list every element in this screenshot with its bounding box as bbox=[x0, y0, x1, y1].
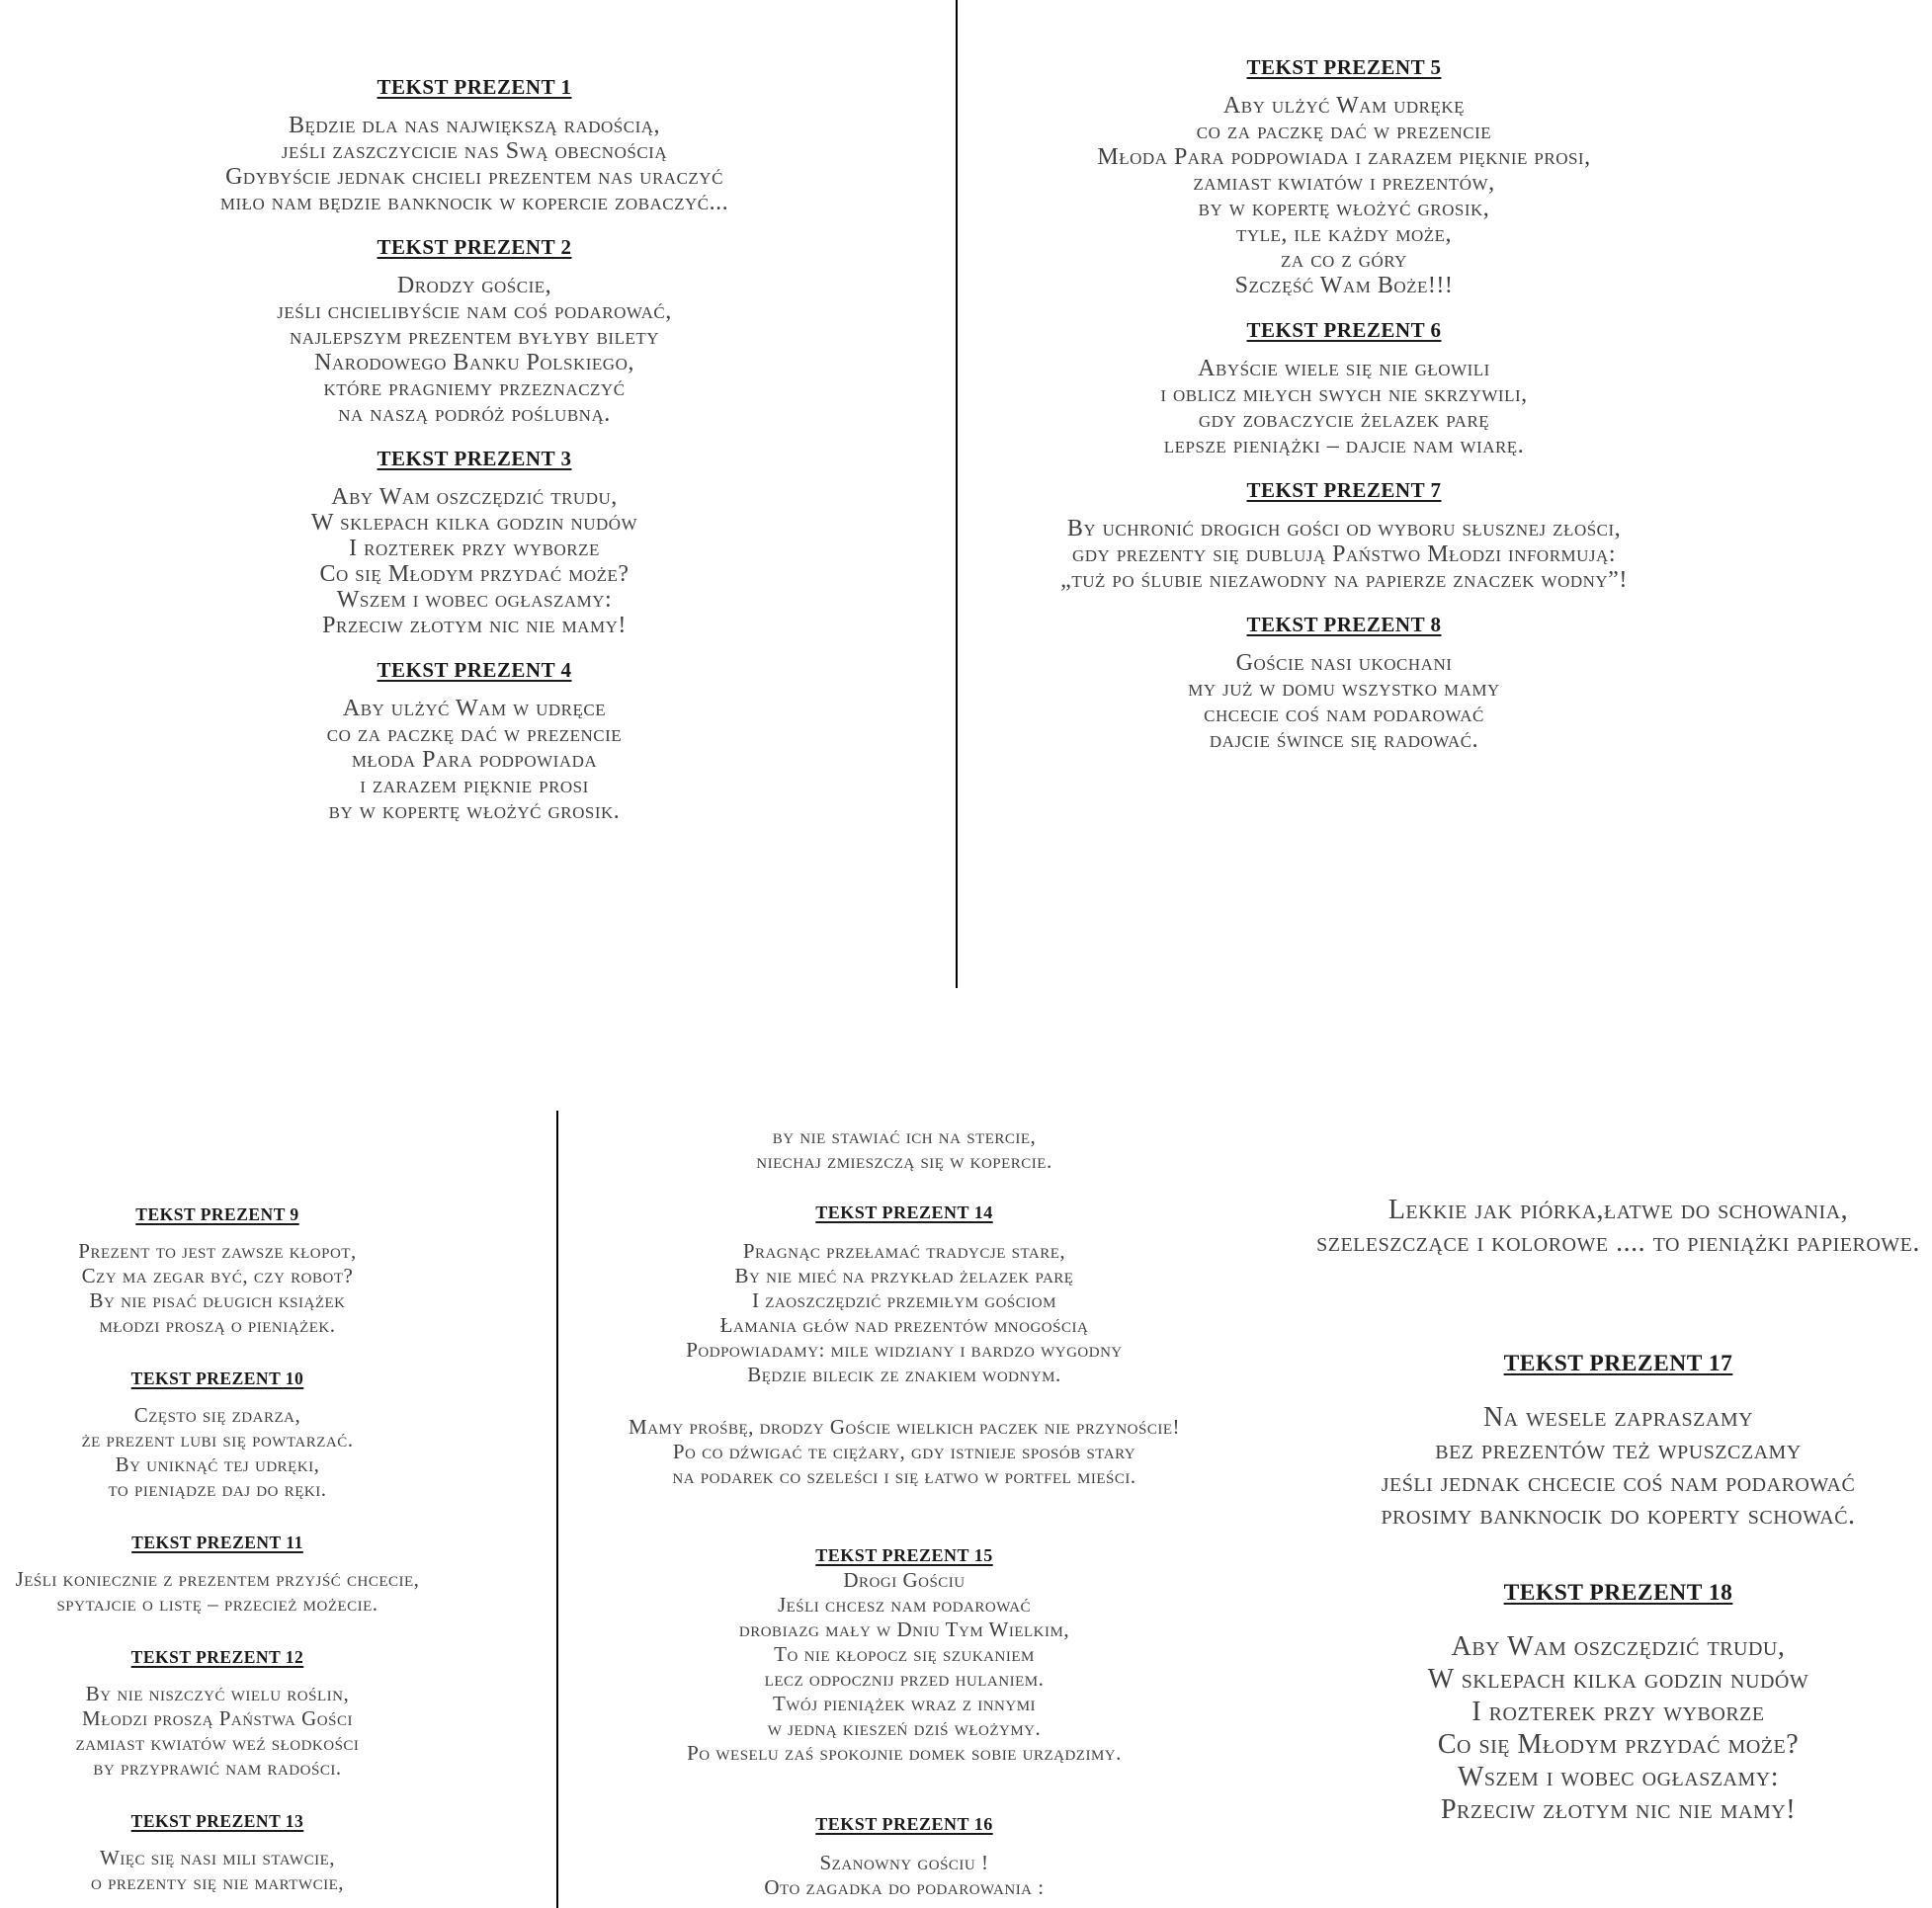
section-heading: TEKST PREZENT 14 bbox=[815, 1203, 993, 1222]
poem-stanza bbox=[0, 1567, 455, 1617]
poem-stanza bbox=[578, 1851, 1230, 1900]
section-heading: TEKST PREZENT 5 bbox=[1246, 55, 1442, 79]
bottom-middle-column bbox=[578, 1124, 1230, 1908]
section-heading: TEKST PREZENT 7 bbox=[1246, 478, 1442, 502]
poem-line: spytajcie o listę – przecież możecie. bbox=[56, 1592, 378, 1616]
poem-line: bez prezentów też wpuszczamy bbox=[1435, 1435, 1802, 1465]
poem-line: Pragnąc przełamać tradycje stare, bbox=[742, 1239, 1066, 1263]
section-heading: TEKST PREZENT 6 bbox=[1246, 318, 1442, 342]
poem-stanza bbox=[1300, 1630, 1932, 1826]
section-heading: TEKST PREZENT 4 bbox=[377, 658, 572, 682]
poem-line: By nie mieć na przykład żelazek parę bbox=[734, 1264, 1074, 1287]
poem-line: Młodzi proszą Państwa Gości bbox=[82, 1706, 353, 1730]
poem-line: I rozterek przy wyborze bbox=[1471, 1697, 1765, 1727]
section-heading: TEKST PREZENT 16 bbox=[815, 1814, 993, 1834]
vertical-divider-top bbox=[956, 0, 958, 988]
poem-stanza bbox=[30, 273, 919, 427]
poem-line: Prezent to jest zawsze kłopot, bbox=[78, 1239, 357, 1263]
poem-stanza bbox=[578, 1415, 1230, 1489]
section-heading: TEKST PREZENT 8 bbox=[1246, 613, 1442, 636]
poem-line: Drogi Gościu bbox=[843, 1568, 966, 1592]
poem-line: Szanowny gościu ! bbox=[819, 1851, 989, 1874]
poem-line: Przeciw złotym nic nie mamy! bbox=[322, 613, 627, 638]
poem-stanza bbox=[0, 1846, 455, 1895]
poem-stanza bbox=[0, 1239, 455, 1338]
section-heading: TEKST PREZENT 15 bbox=[815, 1545, 993, 1565]
poem-line: Więc się nasi mili stawcie, bbox=[100, 1846, 335, 1869]
poem-line: by przyprawić nam radości. bbox=[93, 1756, 342, 1780]
section-heading: TEKST PREZENT 9 bbox=[135, 1204, 299, 1224]
poem-line: gdy zobaczycie żelazek parę bbox=[1198, 407, 1490, 433]
poem-stanza bbox=[998, 356, 1690, 458]
poem-line: Na wesele zapraszamy bbox=[1482, 1402, 1754, 1433]
poem-stanza bbox=[0, 1682, 455, 1781]
poem-line: Aby Wam oszczędzić trudu, bbox=[1451, 1631, 1786, 1662]
poem-line: By nie pisać długich książek bbox=[89, 1288, 346, 1312]
poem-line: młodzi proszą o pieniążek. bbox=[99, 1313, 336, 1337]
poem-line: na podarek co szeleści i się łatwo w portfel mieści. bbox=[672, 1464, 1136, 1488]
poem-line: Twój pieniążek wraz z innymi bbox=[772, 1692, 1037, 1715]
poem-line: By nie niszczyć wielu roślin, bbox=[85, 1682, 350, 1705]
poem-line: I zaoszczędzić przemiłym gościom bbox=[752, 1288, 1056, 1312]
poem-line: to pieniądze daj do ręki. bbox=[108, 1477, 327, 1501]
poem-line: Wszem i wobec ogłaszamy: bbox=[1458, 1762, 1779, 1792]
poem-line: Jeśli chcesz nam podarować bbox=[777, 1593, 1032, 1617]
poem-line: chcecie coś nam podarować bbox=[1204, 702, 1484, 727]
top-right-column bbox=[998, 36, 1690, 753]
poem-line: gdy prezenty się dublują Państwo Młodzi informują: bbox=[1071, 541, 1616, 567]
poem-line: Narodowego Banku Polskiego, bbox=[314, 350, 634, 375]
top-left-column bbox=[30, 55, 919, 824]
poem-line: Po co dźwigać te ciężary, gdy istnieje sposób stary bbox=[672, 1440, 1136, 1463]
poem-line: Często się zdarza, bbox=[133, 1403, 301, 1427]
section-heading: TEKST PREZENT 1 bbox=[377, 75, 572, 99]
poem-line: Oto zagadka do podarowania : bbox=[764, 1875, 1045, 1899]
poem-line: zamiast kwiatów weź słodkości bbox=[75, 1731, 360, 1755]
poem-line: młoda Para podpowiada bbox=[351, 747, 598, 773]
poem-line: To nie kłopocz się szukaniem bbox=[774, 1642, 1035, 1666]
poem-stanza bbox=[30, 484, 919, 638]
poem-line: co za paczkę dać w prezencie bbox=[1196, 119, 1492, 144]
section-heading: TEKST PREZENT 12 bbox=[130, 1647, 304, 1667]
poem-stanza bbox=[998, 650, 1690, 753]
poem-stanza bbox=[998, 93, 1690, 298]
poem-line: Aby ulżyć Wam w udręce bbox=[342, 696, 607, 721]
poem-line: jeśli chcielibyście nam coś podarować, bbox=[277, 298, 672, 324]
poem-line: Wszem i wobec ogłaszamy: bbox=[336, 587, 613, 613]
poem-stanza bbox=[1300, 1401, 1932, 1532]
section-heading: TEKST PREZENT 10 bbox=[130, 1369, 304, 1388]
poem-stanza bbox=[1300, 1194, 1932, 1259]
poem-line: co za paczkę dać w prezencie bbox=[326, 721, 623, 747]
poem-line: najlepszym prezentem byłyby bilety bbox=[289, 324, 660, 350]
poem-line: szeleszczące i kolorowe .... to pieniążki papierowe. bbox=[1316, 1227, 1920, 1258]
poem-line: I rozterek przy wyborze bbox=[349, 536, 600, 561]
poem-line: które pragniemy przeznaczyć bbox=[323, 375, 626, 401]
poem-line: Gdybyście jednak chcieli prezentem nas uraczyć bbox=[225, 164, 723, 190]
poem-line: Mamy prośbę, drodzy Goście wielkich paczek nie przynoście! bbox=[629, 1415, 1180, 1439]
poem-line: o prezenty się nie martwcie, bbox=[91, 1870, 344, 1894]
poem-stanza bbox=[0, 1403, 455, 1502]
poem-line: W sklepach kilka godzin nudów bbox=[1427, 1664, 1809, 1695]
poem-stanza bbox=[30, 113, 919, 215]
poem-line: Po weselu zaś spokojnie domek sobie urządzimy. bbox=[687, 1741, 1122, 1765]
poem-line: by w kopertę włożyć grosik. bbox=[328, 798, 621, 824]
poem-line: Co się Młodym przydać może? bbox=[1437, 1729, 1800, 1760]
poem-stanza bbox=[578, 1124, 1230, 1174]
poem-line: Podpowiadamy: mile widziany i bardzo wygodny bbox=[686, 1338, 1123, 1362]
section-heading: TEKST PREZENT 17 bbox=[1503, 1351, 1733, 1376]
poem-line: Łamania głów nad prezentów mnogością bbox=[719, 1313, 1089, 1337]
poem-line: tyle, ile każdy może, bbox=[1235, 221, 1452, 247]
poem-line: Aby Wam oszczędzić trudu, bbox=[331, 484, 618, 510]
poem-line: prosimy banknocik do koperty schować. bbox=[1381, 1500, 1856, 1531]
poem-line: Aby ulżyć Wam udrękę bbox=[1222, 93, 1466, 119]
poem-line: jeśli jednak chcecie coś nam podarować bbox=[1381, 1467, 1856, 1498]
poem-line: Będzie dla nas największą radością, bbox=[288, 113, 661, 138]
section-heading: TEKST PREZENT 18 bbox=[1503, 1580, 1733, 1606]
poem-line: dajcie śwince się radować. bbox=[1209, 727, 1479, 753]
poem-line: Szczęść Wam Boże!!! bbox=[1234, 273, 1454, 298]
bottom-right-column bbox=[1300, 1194, 1932, 1826]
poem-line: Abyście wiele się nie głowili bbox=[1198, 356, 1490, 381]
poem-line: lepsze pieniążki – dajcie nam wiarę. bbox=[1163, 433, 1525, 458]
poem-line: by nie stawiać ich na stercie, bbox=[772, 1124, 1037, 1148]
section-heading: TEKST PREZENT 11 bbox=[131, 1533, 303, 1552]
poem-stanza bbox=[578, 1568, 1230, 1766]
poem-line: na naszą podróż poślubną. bbox=[338, 401, 611, 427]
poem-line: i oblicz miłych swych nie skrzywili, bbox=[1160, 381, 1528, 407]
poem-line: lecz odpocznij przed hulaniem. bbox=[764, 1667, 1045, 1691]
poem-stanza bbox=[30, 696, 919, 824]
poem-line: Młoda Para podpowiada i zarazem pięknie prosi, bbox=[1097, 144, 1591, 170]
section-heading: TEKST PREZENT 13 bbox=[130, 1811, 304, 1831]
poem-line: i zarazem pięknie prosi bbox=[360, 773, 589, 798]
poem-line: że prezent lubi się powtarzać. bbox=[81, 1428, 354, 1452]
poem-line: Będzie bilecik ze znakiem wodnym. bbox=[747, 1363, 1061, 1386]
vertical-divider-bottom bbox=[556, 1111, 558, 1908]
poem-line: niechaj zmieszczą się w kopercie. bbox=[756, 1149, 1052, 1173]
poem-line: Jeśli koniecznie z prezentem przyjść chcecie, bbox=[15, 1567, 420, 1591]
poem-line: Co się Młodym przydać może? bbox=[319, 561, 630, 587]
poem-stanza bbox=[998, 516, 1690, 593]
bottom-left-column bbox=[0, 1174, 455, 1895]
poem-line: „tuż po ślubie niezawodny na papierze znaczek wodny”! bbox=[1060, 567, 1628, 593]
poem-line: my już w domu wszystko mamy bbox=[1188, 676, 1500, 702]
poem-line: zamiast kwiatów i prezentów, bbox=[1193, 170, 1495, 196]
poem-line: miło nam będzie banknocik w kopercie zobaczyć... bbox=[219, 190, 729, 215]
section-heading: TEKST PREZENT 2 bbox=[377, 235, 572, 259]
poem-line: by w kopertę włożyć grosik, bbox=[1198, 196, 1490, 221]
poem-stanza bbox=[578, 1239, 1230, 1387]
poem-line: drobiazg mały w Dniu Tym Wielkim, bbox=[738, 1618, 1070, 1641]
poem-line: Goście nasi ukochani bbox=[1235, 650, 1453, 676]
poem-line: By uniknąć tej udręki, bbox=[115, 1452, 320, 1476]
poem-line: Lekkie jak piórka,łatwe do schowania, bbox=[1387, 1195, 1849, 1225]
poem-line: za co z góry bbox=[1281, 247, 1407, 273]
poem-line: jeśli zaszczycicie nas Swą obecnością bbox=[281, 138, 668, 164]
poem-line: Czy ma zegar być, czy robot? bbox=[81, 1264, 354, 1287]
poem-line: Drodzy goście, bbox=[396, 273, 552, 298]
section-heading: TEKST PREZENT 3 bbox=[377, 447, 572, 470]
poem-line: Przeciw złotym nic nie mamy! bbox=[1440, 1794, 1797, 1825]
poem-line: w jedną kieszeń dziś włożymy. bbox=[767, 1716, 1042, 1740]
poem-line: W sklepach kilka godzin nudów bbox=[310, 510, 638, 536]
poem-line: By uchronić drogich gości od wyboru słusznej złości, bbox=[1066, 516, 1622, 541]
